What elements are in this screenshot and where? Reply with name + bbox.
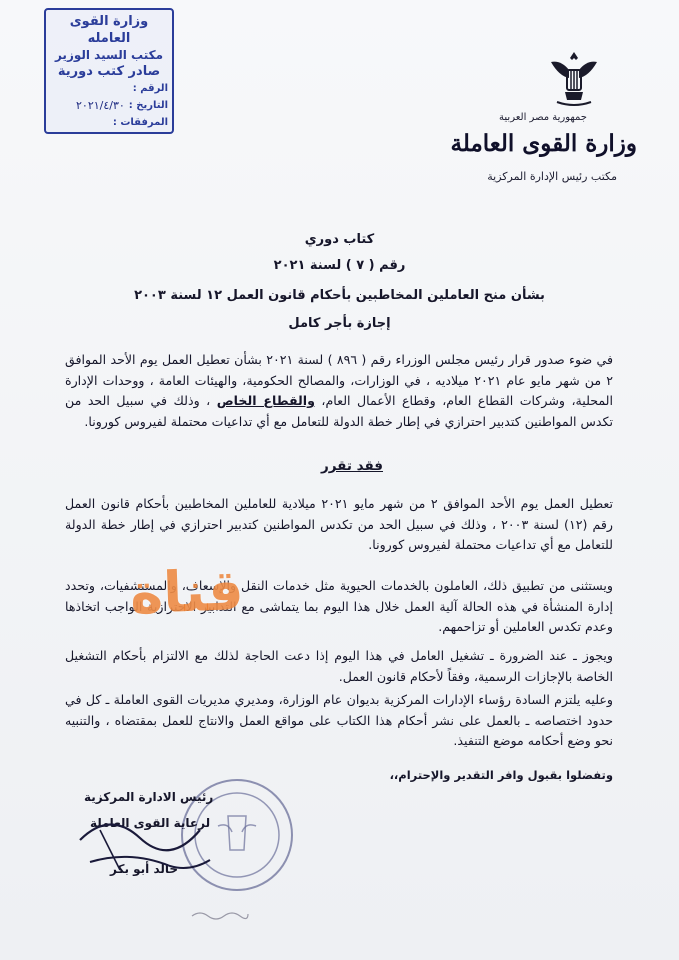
paragraph-5: وعليه يلتزم السادة رؤساء الإدارات المركزية بديوان عام الوزارة، ومديري مديريات القوى العاملة ـ كل في حدود اختصاصه ـ بالعمل على نشر أحكام هذا الكتاب على مواقع العمل والانتاج للعمل بمقتضاه ، والتنبيه نحو وضع أحكامه موضع التنفيذ. [65, 692, 613, 749]
stamp-ministry: وزارة القوى العامله [69, 14, 149, 46]
stamp-attachments-row [50, 114, 168, 131]
doc-number: رقم ( ٧ ) لسنة ٢٠٢١ [273, 258, 406, 273]
doc-subject: بشأن منح العاملين المخاطبين بأحكام قانون العمل ١٢ لسنة ٢٠٠٣ [134, 288, 545, 303]
stamp-date-value: ٢٠٢١/٤/٣٠ [76, 99, 125, 112]
handwritten-signature-icon [70, 800, 220, 890]
channel-watermark: قناة [128, 558, 245, 627]
signature-role-line1: رئيس الادارة المركزية [84, 790, 214, 804]
paragraph-1 [65, 350, 613, 432]
eagle-emblem-icon [547, 48, 601, 110]
paragraph-4: ويجوز ـ عند الضرورة ـ تشغيل العامل في هذا اليوم إذا دعت الحاجة لذلك مع الالتزام بأحكام التشغيل الخاصة بالإجازات الرسمية، وفقاً لأحكام قانون العمل. [65, 648, 613, 684]
office-stamp [44, 8, 174, 134]
header-ministry: وزارة القوى العاملة [450, 130, 637, 157]
stamp-office: مكتب السيد الوزير [54, 48, 164, 62]
faint-scribble-icon [190, 908, 250, 922]
header-republic: جمهورية مصر العربية [499, 112, 587, 123]
stamp-date-label: التاريخ : [128, 100, 168, 111]
paragraph-1-main: في ضوء صدور قرار رئيس مجلس الوزراء رقم ( ٨٩٦ ) لسنة ٢٠٢١ بشأن تعطيل العمل يوم الأحد الموافق ٢ من شهر مايو عام ٢٠٢١ ميلاديه ، في الوزارات، والمصالح الحكومية، والهيئات العامة ، ووحدات الإدارة المحلية، وشركات القطاع العام، وقطاع الأعمال العام، [65, 352, 613, 409]
signature-role-line2: لرعاية القوى العاملة [90, 816, 211, 830]
stamp-number-row [50, 80, 168, 97]
stamp-date-row [50, 97, 168, 114]
closing-line: وتفضلوا بقبول وافر التقدير والإحترام،، [389, 768, 613, 782]
doc-leave: إجازة بأجر كامل [288, 316, 391, 331]
signature-name: خالد أبو بكر [110, 862, 179, 876]
paragraph-2: تعطيل العمل يوم الأحد الموافق ٢ من شهر مايو ٢٠٢١ ميلادية للعاملين المخاطبين بأحكام قانون العمل رقم (١٢) لسنة ٢٠٠٣ ، وذلك في سبيل الحد من تكدس المواطنين كتدبير احترازي في إطار خطة الدولة للتعامل مع أي تداعيات محتملة لفيروس كورونا. [65, 496, 614, 553]
stamp-category: صادر كتب دورية [57, 64, 161, 79]
decided-heading: فقد تقرر [320, 458, 383, 474]
header-office: مكتب رئيس الإدارة المركزية [487, 170, 617, 183]
paragraph-1-end: ، وذلك في سبيل الحد من تكدس المواطنين كتدبير احترازي في إطار خطة الدولة للتعامل مع أي تداعيات محتملة لفيروس كورونا. [65, 393, 613, 429]
stamp-number-label: الرقم : [132, 83, 168, 94]
paragraph-1-bold: والقطاع الخاص [216, 393, 315, 409]
stamp-attachments-label: المرفقات : [112, 117, 168, 128]
paragraph-3: ويستثنى من تطبيق ذلك، العاملون بالخدمات الحيوية مثل خدمات النقل والإسعاف، والمستشفيات، وتحدد إدارة المنشأة في هذه الحالة آلية العمل خلال هذا اليوم بما يتماشى مع التدابير الاحترازية الواجب اتخاذها وعدم تكدس العاملين أو تزاحمهم. [65, 578, 613, 635]
doc-type: كتاب دوري [304, 232, 375, 247]
